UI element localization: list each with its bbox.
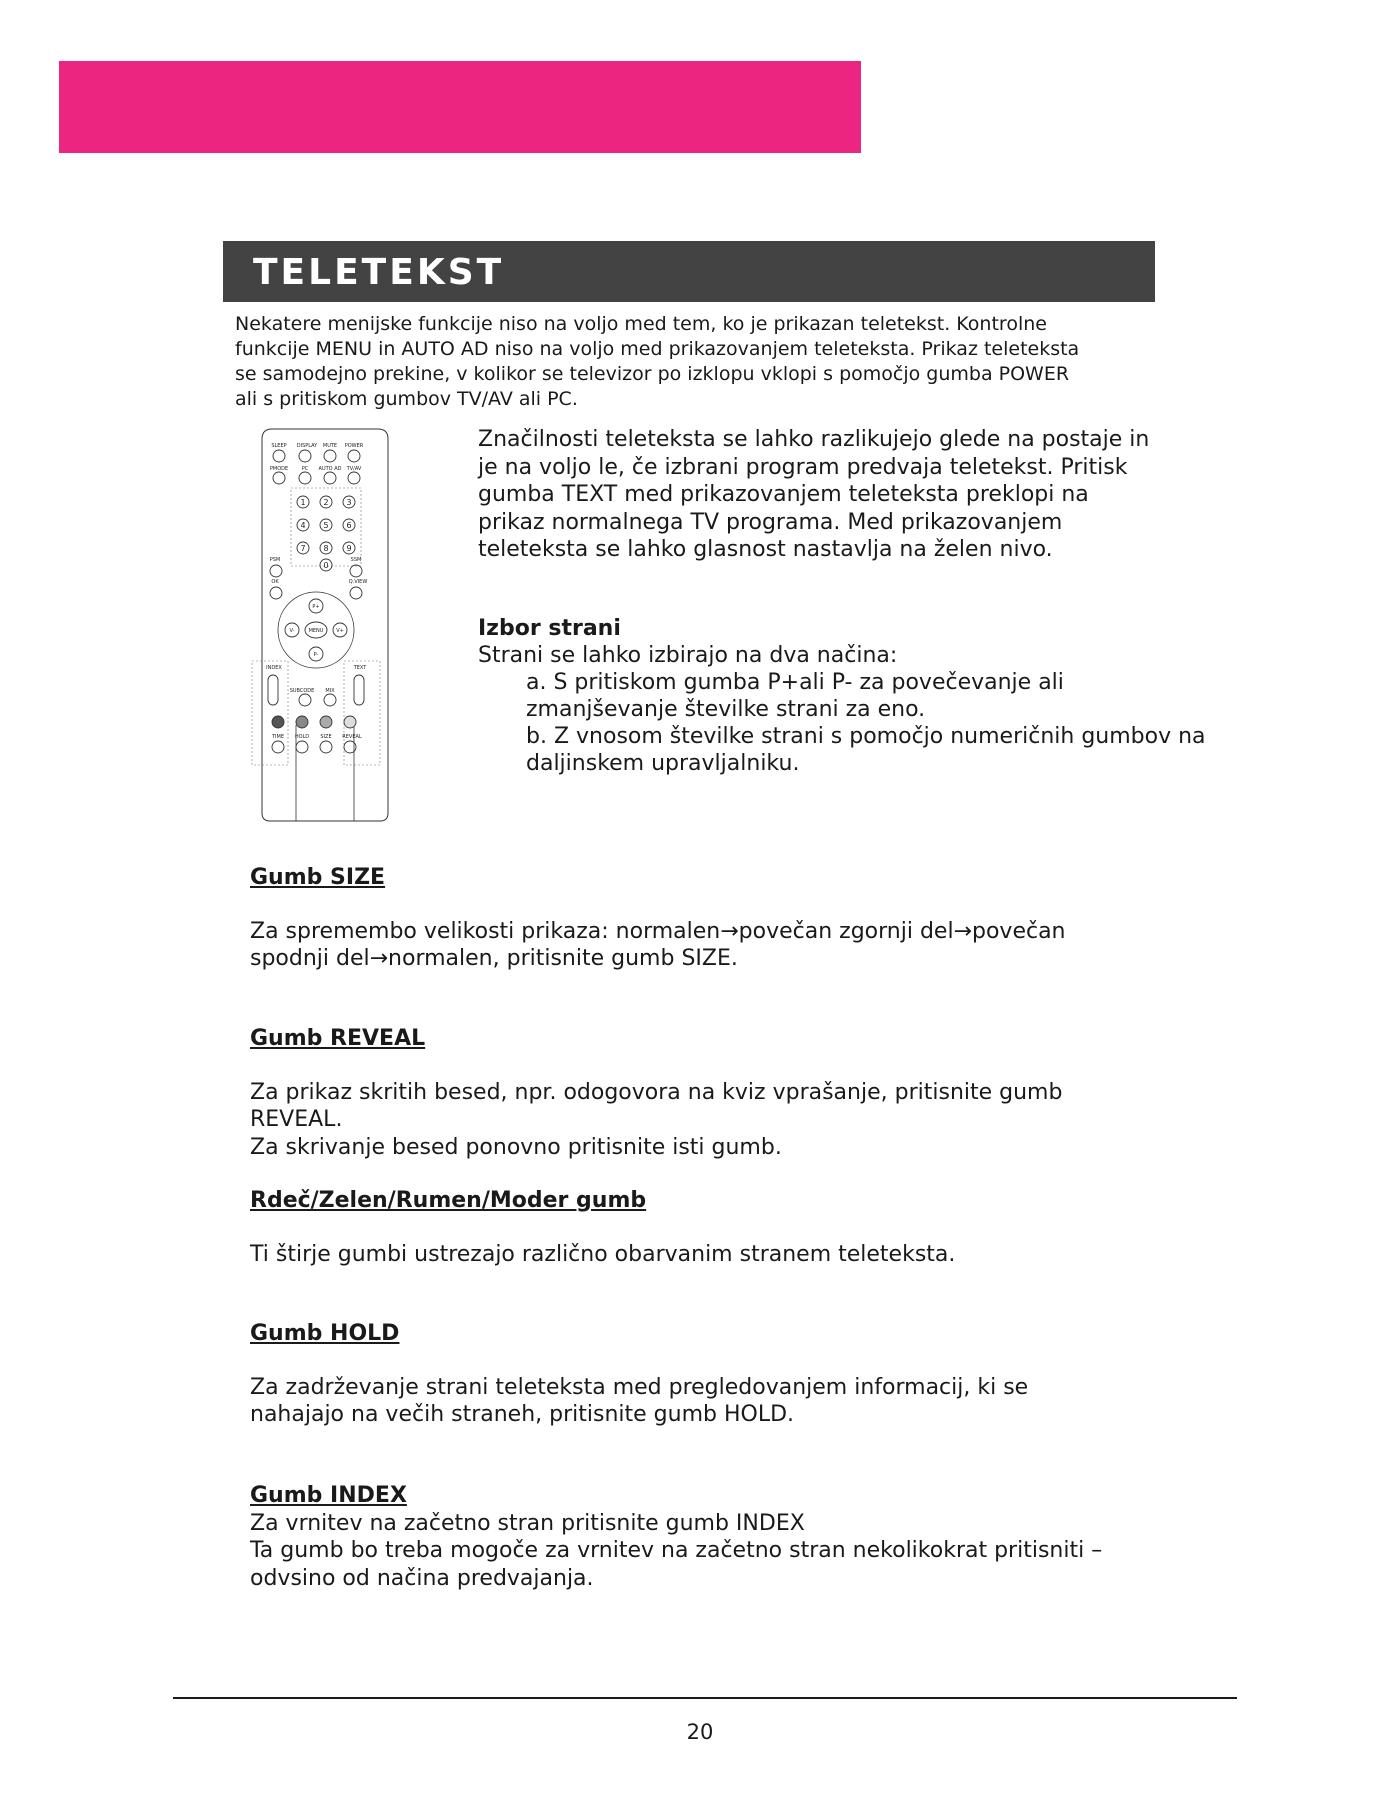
menu-label: MENU	[308, 628, 324, 634]
green-button	[296, 716, 308, 728]
index-line: Ta gumb bo treba mogoče za vrnitev na začetno stran nekolikokrat pritisniti –	[250, 1538, 1103, 1563]
remote-label-pmode: PMODE	[269, 466, 289, 472]
hold-line: nahajajo na večih straneh, pritisnite gumb HOLD.	[250, 1402, 795, 1427]
remote-label-hold: HOLD	[294, 734, 310, 740]
index-section	[250, 1482, 1150, 1592]
remote-label-sleep: SLEEP	[271, 443, 287, 449]
list-item: a. S pritiskom gumba P+ali P- za povečevanje ali	[526, 670, 1064, 695]
remote-label-psm: PSM	[269, 557, 281, 563]
list-item: zmanjševanje številke strani za eno.	[526, 697, 926, 722]
reveal-heading: Gumb REVEAL	[250, 1026, 426, 1051]
remote-label-autoad: AUTO AD	[318, 466, 342, 472]
header-accent-bar	[59, 61, 861, 153]
section-title-bar	[223, 241, 1155, 302]
remote-label-text: TEXT	[353, 665, 367, 671]
p-minus-label: P-	[313, 652, 319, 658]
teletext-features-paragraph	[478, 426, 1151, 564]
hold-section	[250, 1320, 1150, 1429]
list-item: daljinskem upravljalniku.	[526, 751, 800, 776]
digit-5-label: 5	[323, 521, 329, 530]
footer-divider	[173, 1697, 1237, 1699]
digit-3-label: 3	[346, 498, 352, 507]
feature-line: prikaz normalnega TV programa. Med prikazovanjem	[478, 509, 1063, 535]
p-plus-label: P+	[312, 604, 320, 610]
digit-9-label: 9	[346, 544, 352, 553]
digit-1-label: 1	[300, 498, 306, 507]
intro-paragraph	[235, 312, 1155, 412]
red-button	[272, 716, 284, 728]
digit-7-label: 7	[300, 544, 306, 553]
page-selection-list	[478, 669, 1218, 777]
intro-line: se samodejno prekine, v kolikor se televizor po izklopu vklopi s pomočjo gumba POWER	[235, 363, 1070, 385]
remote-control-illustration	[250, 425, 400, 825]
remote-label-pc: PC	[301, 466, 309, 472]
color-buttons-heading: Rdeč/Zelen/Rumen/Moder gumb	[250, 1188, 647, 1213]
remote-label-ssm: SSM	[350, 557, 362, 563]
remote-label-index: INDEX	[266, 665, 282, 671]
reveal-line: Za prikaz skritih besed, npr. odogovora na kviz vprašanje, pritisnite gumb REVEAL.	[250, 1079, 1063, 1132]
page-selection-intro: Strani se lahko izbirajo na dva načina:	[478, 643, 898, 668]
remote-label-power: POWER	[344, 443, 364, 449]
size-heading: Gumb SIZE	[250, 865, 386, 890]
index-heading: Gumb INDEX	[250, 1483, 407, 1508]
intro-line: ali s pritiskom gumbov TV/AV ali PC.	[235, 388, 578, 410]
list-item: b. Z vnosom številke strani s pomočjo numeričnih gumbov na	[526, 724, 1206, 749]
remote-label-qview: Q.VIEW	[348, 579, 368, 585]
hold-heading: Gumb HOLD	[250, 1321, 400, 1346]
size-section	[250, 864, 1150, 973]
digit-0-label: 0	[323, 561, 329, 570]
remote-label-subcode: SUBCODE	[289, 688, 315, 694]
hold-line: Za zadrževanje strani teleteksta med pregledovanjem informacij, ki se	[250, 1374, 1029, 1400]
page-selection-heading: Izbor strani	[478, 616, 621, 641]
digit-8-label: 8	[323, 544, 329, 553]
v-plus-label: V+	[336, 628, 344, 634]
reveal-line: Za skrivanje besed ponovno pritisnite isti gumb.	[250, 1134, 782, 1160]
digit-2-label: 2	[323, 498, 329, 507]
size-line: spodnji del→normalen, pritisnite gumb SIZE.	[250, 946, 738, 971]
remote-label-ok: OK	[271, 579, 279, 585]
index-line: Za vrnitev na začetno stran pritisnite gumb INDEX	[250, 1510, 805, 1536]
digit-6-label: 6	[346, 521, 352, 530]
page-number: 20	[686, 1720, 714, 1744]
remote-label-mix: MIX	[325, 688, 335, 694]
remote-label-size: SIZE	[320, 734, 332, 740]
digit-4-label: 4	[300, 521, 306, 530]
remote-label-reveal: REVEAL	[342, 734, 362, 740]
color-buttons-line: Ti štirje gumbi ustrezajo različno obarvanim stranem teleteksta.	[250, 1241, 956, 1267]
remote-label-tvav: TV/AV	[346, 466, 362, 472]
size-line: Za spremembo velikosti prikaza: normalen→povečan zgornji del→povečan	[250, 918, 1066, 944]
feature-line: teleteksta se lahko glasnost nastavlja na želen nivo.	[478, 537, 1053, 562]
feature-line: je na voljo le, če izbrani program predvaja teletekst. Pritisk	[478, 454, 1128, 480]
reveal-section	[250, 1025, 1150, 1161]
index-line: odvsino od načina predvajanja.	[250, 1565, 594, 1591]
v-minus-label: V-	[289, 628, 295, 634]
color-buttons-section	[250, 1187, 1150, 1268]
intro-line: funkcije MENU in AUTO AD niso na voljo med prikazovanjem teleteksta. Prikaz teleteksta	[235, 338, 1080, 360]
remote-label-display: DISPLAY	[296, 443, 318, 449]
yellow-button	[320, 716, 332, 728]
remote-label-time: TIME	[271, 734, 285, 740]
page-selection-section	[478, 615, 1218, 777]
page-title: TELETEKST	[253, 252, 505, 293]
remote-label-mute: MUTE	[322, 443, 338, 449]
feature-line: gumba TEXT med prikazovanjem teleteksta preklopi na	[478, 482, 1089, 507]
intro-line: Nekatere menijske funkcije niso na voljo med tem, ko je prikazan teletekst. Kontrolne	[235, 313, 1047, 335]
feature-line: Značilnosti teleteksta se lahko razlikujejo glede na postaje in	[478, 427, 1150, 452]
blue-button	[344, 716, 356, 728]
